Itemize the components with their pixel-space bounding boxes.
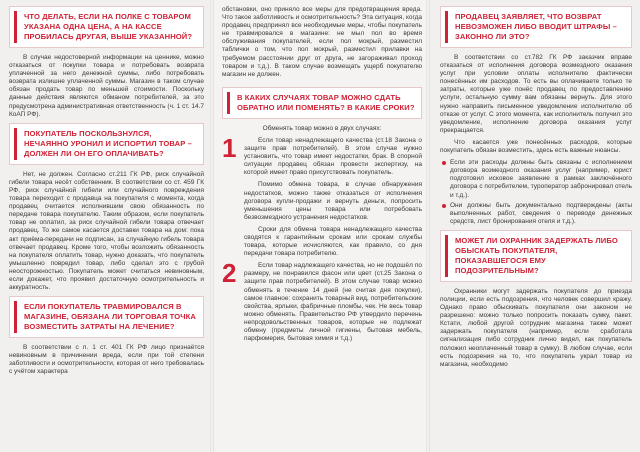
paragraph: Обменять товар можно в двух случаях:: [262, 124, 382, 132]
paragraph: Нет, не должен. Согласно ст.211 ГК РФ, риск случайной гибели товара несёт собственник. В соответствии со ст. 459 ГК РФ, риск случайной гибели или случайного повреждения товара переходит с продавца на покупателя с момента, когда продавец считается исполнившим свою обязанность по передаче товара покупателю. Таким образом, если покупатель товар не оплатил, за риск случайной гибели товара отвечает продавец. То же самое касается доставки товара на дом: пока акт приёма-передачи не подписан, за случайную гибель товара отвечает продавец. Кроме того, чтобы возложить обязанность на покупателя оплатить товар, нужно доказать, что покупатель умышленно повредил товар, либо сделал это с грубой неосторожностью. Покупатель может считаться невиновным, если докажет, что проявил достаточную осмотрительность и аккуратность.: [9, 170, 204, 292]
paragraph: Если товар ненадлежащего качества (ст.18 Закона о защите прав потребителей). В этом случае нужно установить, что товар имеет недостатки, брак. В спорной ситуации продавец обязан провести экспертизу, на которой имеет право присутствовать покупатель.: [244, 136, 422, 177]
item-number: 1: [222, 132, 237, 163]
paragraph: Помимо обмена товара, в случае обнаружения недостатков, можно также отказаться от исполнения договора купли-продажи и вернуть деньги, попросить уменьшения цены товара или потребовать безвозмездного устранения недостатков.: [244, 181, 422, 221]
question-heading: ЧТО ДЕЛАТЬ, ЕСЛИ НА ПОЛКЕ С ТОВАРОМ УКАЗАНА ОДНА ЦЕНА, А НА КАССЕ ПРОБИЛАСЬ ДРУГАЯ, ВЫШЕ УКАЗАННОЙ?: [24, 12, 193, 41]
numbered-item: [222, 132, 422, 258]
accent-bar: [227, 92, 230, 114]
accent-bar: [14, 11, 17, 43]
question-box: [9, 6, 204, 48]
paragraph: обстановки, оно приняло все меры для предотвращения вреда. Что такое заботливость и осмотрительность? Эта ситуация, когда продавец предпринял все необходимые меры, чтобы покупатель не травмировался в магазине: не мыл пол во время обслуживания покупателей, если пол мокрый, разместил таблички о том, что пол мокрый, разместил прилавки на требуемом расстоянии друг от друга, не загораживал проход товаром и т.д.). В таком случае возмещать ущерб покупателю магазин не должен.: [222, 6, 423, 78]
bullet-icon: [442, 161, 446, 165]
paragraph: Что касается уже понесённых расходов, которые покупатель обязан возместить, здесь есть важные нюансы.: [440, 138, 632, 155]
accent-bar: [14, 128, 17, 160]
numbered-item: [222, 258, 422, 343]
question-heading: ПОКУПАТЕЛЬ ПОСКОЛЬЗНУЛСЯ, НЕЧАЯННО УРОНИЛ И ИСПОРТИЛ ТОВАР – ДОЛЖЕН ЛИ ОН ЕГО ОПЛАЧИВАТЬ?: [24, 128, 192, 158]
list-item: Если эти расходы должны быть связаны с исполнением договора возмездного оказания услуг (например, юрист подготовил исковое заявление в рамках заключённого договора с потребителем, туроператор забронировал отель и т.д.).: [450, 159, 632, 199]
column-left: [0, 0, 210, 452]
question-heading: МОЖЕТ ЛИ ОХРАННИК ЗАДЕРЖАТЬ ЛИБО ОБЫСКАТЬ ПОКУПАТЕЛЯ, ПОКАЗАВШЕГОСЯ ЕМУ ПОДОЗРИТЕЛЬНЫМ?: [455, 235, 618, 275]
question-box: [222, 87, 422, 119]
column-right: [430, 0, 640, 452]
paragraph: Если товар надлежащего качества, но не подошёл по размеру, не понравился фасон или цвет (ст.25 Закона о защите прав потребителей). В этом случае товар можно обменять в течение 14 дней (не считая дня покупки), самое главное: сохранить товарный вид, потребительские свойства, ярлыки, фабричные пломбы, чек. Не весь товар можно обменять. Правительство РФ утвердило перечень непродовольственных товаров, которые не подлежат обмену (предметы личной гигиены, бытовая мебель, парфюмерия, бытовая химия и т.д.): [244, 262, 422, 343]
question-box: [9, 296, 204, 338]
bullet-list: [440, 159, 632, 226]
paragraph: В соответствии со ст.782 ГК РФ заказчик вправе отказаться от исполнения договора возмездного оказания услуг при условии оплаты исполнителю фактически понесённых им расходов. То есть вы оплачиваете только те затраты, которые уже понёс продавец по предоставлению услуги, остальную сумму вам обязаны вернуть. Для этого нужно направить письменное уведомление исполнителю об отказе от услуг. С этого момента, как исполнитель получил это уведомление, исполнение договора оказания услуг прекращается.: [440, 54, 632, 134]
question-heading: ЕСЛИ ПОКУПАТЕЛЬ ТРАВМИРОВАЛСЯ В МАГАЗИНЕ, ОБЯЗАНА ЛИ ТОРГОВАЯ ТОЧКА ВОЗМЕСТИТЬ ЗАТРАТЫ НА ЛЕЧЕНИЕ?: [24, 302, 196, 332]
accent-bar: [14, 301, 17, 333]
question-box: [440, 230, 632, 282]
question-box: [9, 123, 204, 165]
paragraph: В соответствии с п. 1 ст. 401 ГК РФ лицо признаётся невиновным в причинении вреда, если при той степени заботливости и осмотрительности, которая от него требовалась с учётом характера: [9, 344, 204, 376]
question-box: [440, 6, 632, 48]
question-heading: В КАКИХ СЛУЧАЯХ ТОВАР МОЖНО СДАТЬ ОБРАТНО ИЛИ ПОМЕНЯТЬ? В КАКИЕ СРОКИ?: [237, 92, 415, 112]
accent-bar: [445, 235, 448, 277]
paragraph: В случае недостоверной информации на ценнике, можно отказаться от покупки товара и потребовать возврата уплаченной за него денежной суммы, либо потребовать возврата излишне уплаченной суммы. Магазин в таком случае обязан продать товар по меньшей стоимости. Поскольку данные действия являются обманом потребителей, за это предусмотрена административная ответственность (ч. 1 ст. 14.7 КоАП РФ).: [9, 54, 204, 118]
paragraph: Сроки для обмена товара ненадлежащего качества сводятся к гарантийным срокам или срокам службы товара, которые исчисляются, как правило, со дня передачи товара потребителю.: [244, 225, 422, 258]
list-item: Они должны быть документально подтверждены (акты выполненных работ, сведения о переводе денежных средств, лист бронирования отеля и т.д.).: [450, 202, 632, 226]
item-number: 2: [222, 258, 237, 289]
column-middle: [214, 0, 426, 452]
accent-bar: [445, 11, 448, 43]
question-heading: ПРОДАВЕЦ ЗАЯВЛЯЕТ, ЧТО ВОЗВРАТ НЕВОЗМОЖЕН ЛИБО ВВОДИТ ШТРАФЫ – ЗАКОННО ЛИ ЭТО?: [455, 12, 617, 41]
paragraph: Охранники могут задержать покупателя до приезда полиции, если есть подозрения, что человек совершил кражу. Однако право обыскивать покупателя они законом не разрешено: можно только попросить показать сумку, пакет. Кстати, любой другой сотрудник магазина также может задержать покупателя (например, если сработала сигнализация либо сотрудник лично видел, как покупатель положил неоплаченный товар в сумку). В любом случае, если есть подозрения на то, что покупатель украл товар из магазина, необходимо: [440, 287, 632, 368]
bullet-icon: [442, 204, 446, 208]
